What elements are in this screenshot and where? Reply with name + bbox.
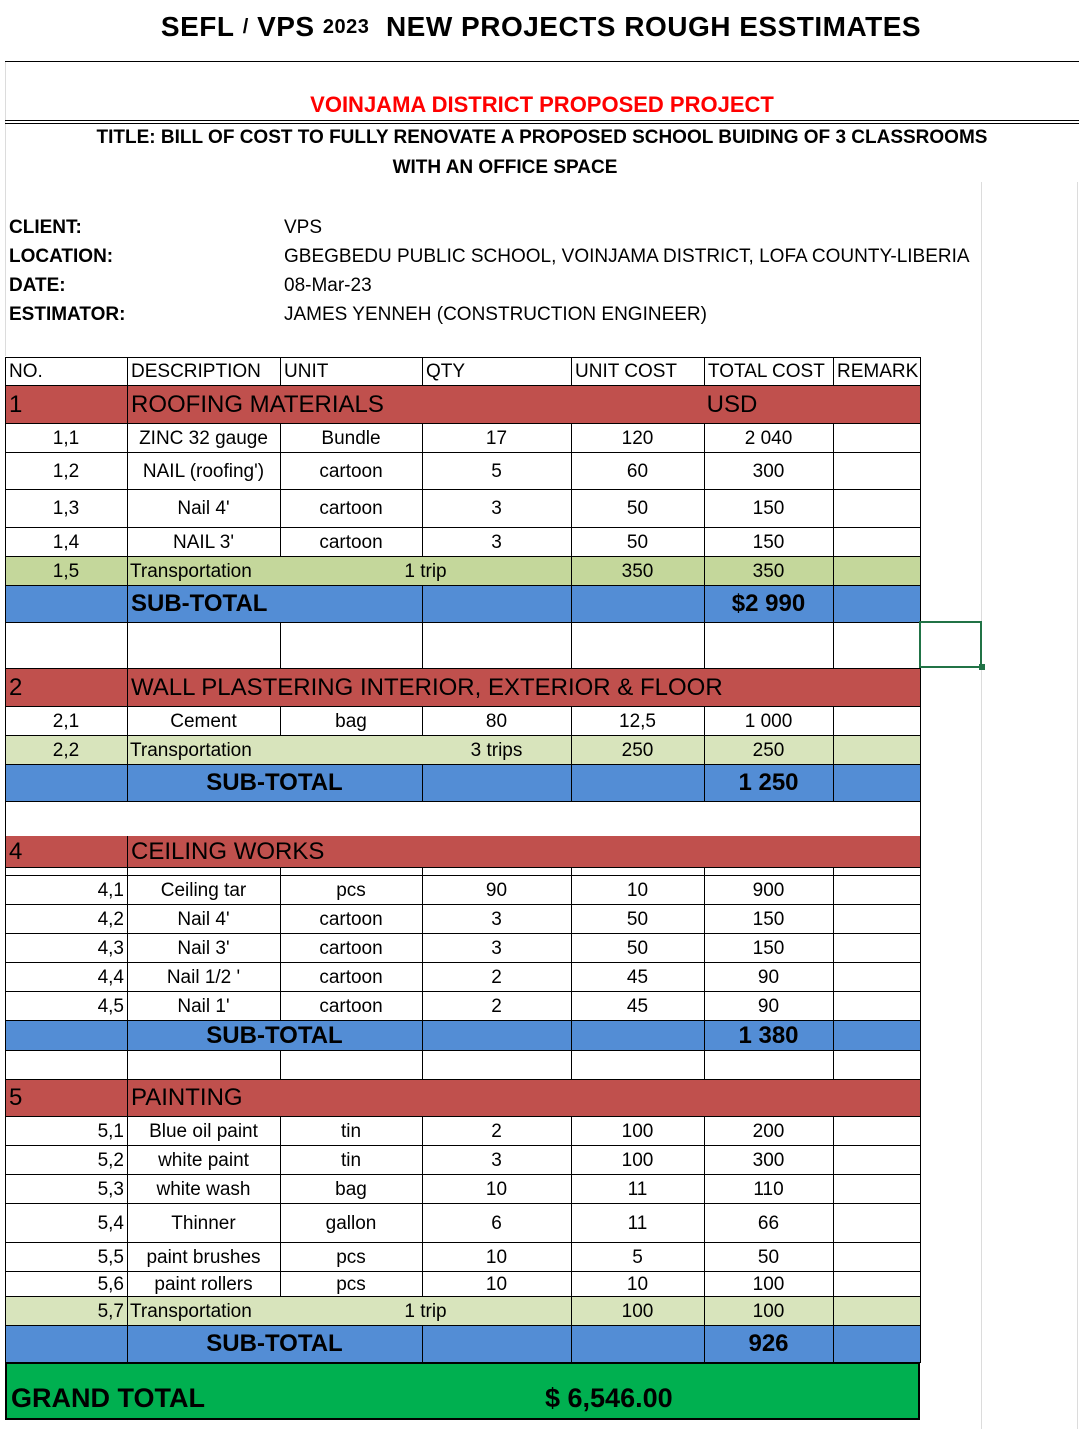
item-unit-cost: 100 xyxy=(621,1300,654,1322)
item-trips: 1 trip xyxy=(404,1300,447,1322)
selected-cell[interactable] xyxy=(919,621,982,668)
section-number: 5 xyxy=(9,1084,23,1111)
item-total: 50 xyxy=(757,1246,780,1268)
item-unit: bag xyxy=(335,1178,367,1200)
item-qty: 3 xyxy=(491,1149,502,1171)
table-border xyxy=(280,867,281,875)
item-qty: 5 xyxy=(491,460,502,482)
table-border xyxy=(833,1175,834,1203)
table-border xyxy=(5,765,6,801)
table-border xyxy=(5,802,6,836)
item-total: 350 xyxy=(752,560,785,582)
item-unit-cost: 50 xyxy=(626,937,649,959)
column-header-unit-cost: UNIT COST xyxy=(575,360,678,382)
item-total: 100 xyxy=(752,1273,785,1295)
table-border xyxy=(920,1204,921,1242)
item-unit: cartoon xyxy=(319,995,383,1017)
table-border xyxy=(920,1272,921,1296)
item-description: Ceiling tar xyxy=(160,879,247,901)
table-border xyxy=(920,836,921,867)
item-number: 5,3 xyxy=(97,1178,124,1200)
item-description: Transportation xyxy=(130,1300,252,1322)
table-border xyxy=(920,1051,921,1079)
item-qty: 10 xyxy=(485,1178,508,1200)
table-border xyxy=(833,707,834,735)
item-total: 2 040 xyxy=(744,427,793,449)
item-total: 900 xyxy=(752,879,785,901)
item-qty: 3 xyxy=(491,498,502,519)
item-unit-cost: 50 xyxy=(626,531,649,553)
table-border xyxy=(5,1051,6,1079)
item-unit-cost: 120 xyxy=(621,427,654,449)
client-label: CLIENT: xyxy=(9,216,82,238)
item-description: Nail 1/2 ' xyxy=(166,966,241,988)
subtotal-value: 926 xyxy=(748,1330,789,1357)
item-total: 300 xyxy=(752,1149,785,1171)
column-header-total-cost: TOTAL COST xyxy=(708,360,825,382)
table-border xyxy=(833,1326,834,1362)
item-unit: gallon xyxy=(325,1212,377,1234)
currency-label: USD xyxy=(706,390,758,418)
table-border xyxy=(833,1117,834,1145)
item-qty: 3 xyxy=(491,937,502,959)
table-border xyxy=(422,867,423,875)
section-title: WALL PLASTERING INTERIOR, EXTERIOR & FLOOR xyxy=(131,673,723,701)
table-border xyxy=(833,934,834,962)
item-total: 200 xyxy=(752,1120,785,1142)
item-qty: 10 xyxy=(485,1246,508,1268)
item-number: 5,2 xyxy=(97,1149,124,1171)
item-unit: cartoon xyxy=(319,966,383,988)
item-unit-cost: 50 xyxy=(626,908,649,930)
item-description: white wash xyxy=(156,1178,251,1200)
table-border xyxy=(920,1021,921,1050)
item-unit-cost: 100 xyxy=(621,1149,654,1171)
column-header-no: NO. xyxy=(9,360,43,382)
grand-total-label: GRAND TOTAL xyxy=(11,1383,205,1413)
subtotal-label: SUB-TOTAL xyxy=(206,1021,343,1049)
item-description: NAIL 3' xyxy=(172,531,234,553)
item-description: white paint xyxy=(158,1149,249,1171)
item-unit: pcs xyxy=(336,879,366,901)
table-border xyxy=(704,1051,705,1079)
item-unit: cartoon xyxy=(319,498,383,519)
table-border xyxy=(920,357,921,385)
item-number: 4,5 xyxy=(97,995,124,1017)
item-qty: 6 xyxy=(491,1212,502,1234)
item-number: 4,2 xyxy=(97,908,124,930)
item-description: Nail 3' xyxy=(177,937,230,959)
item-qty: 2 xyxy=(491,1120,502,1142)
item-trips: 3 trips xyxy=(470,739,523,761)
table-border xyxy=(920,1297,921,1325)
item-number: 1,1 xyxy=(52,427,80,449)
item-description: Nail 4' xyxy=(177,498,230,519)
subtotal-value: 1 380 xyxy=(738,1021,799,1049)
grand-total-value: $ 6,546.00 xyxy=(545,1383,673,1413)
subtotal-label: SUB-TOTAL xyxy=(206,769,343,796)
table-border xyxy=(422,1051,423,1079)
item-total: 150 xyxy=(752,531,785,553)
gridline xyxy=(1077,182,1078,1429)
item-total: 250 xyxy=(752,739,785,761)
table-border xyxy=(5,867,921,868)
table-border xyxy=(571,623,572,668)
table-border xyxy=(5,867,6,875)
item-unit: tin xyxy=(340,1149,362,1171)
item-unit: pcs xyxy=(336,1246,366,1268)
item-number: 1,4 xyxy=(52,531,80,553)
item-description: Nail 1' xyxy=(177,995,230,1017)
item-unit-cost: 10 xyxy=(626,1273,649,1295)
section-title: PAINTING xyxy=(131,1084,243,1111)
table-border xyxy=(920,992,921,1020)
item-number: 4,3 xyxy=(97,937,124,959)
table-border xyxy=(571,765,572,801)
item-description: NAIL (roofing') xyxy=(142,460,265,482)
table-border xyxy=(920,1326,921,1362)
item-description: paint brushes xyxy=(146,1246,261,1268)
column-header-qty: QTY xyxy=(426,360,466,382)
table-border xyxy=(5,1021,6,1050)
item-qty: 17 xyxy=(485,427,508,449)
item-total: 300 xyxy=(752,460,785,482)
section-title: CEILING WORKS xyxy=(131,837,325,865)
table-border xyxy=(920,386,921,423)
table-border xyxy=(833,453,834,489)
location-label: LOCATION: xyxy=(9,245,114,267)
table-border xyxy=(833,765,834,801)
item-unit-cost: 50 xyxy=(626,498,649,519)
grand-total-row xyxy=(5,1362,920,1420)
table-border xyxy=(920,963,921,991)
table-border xyxy=(920,707,921,735)
table-border xyxy=(920,905,921,933)
section-number: 1 xyxy=(9,390,23,418)
item-qty: 10 xyxy=(485,1273,508,1295)
table-border xyxy=(571,586,572,622)
table-border xyxy=(704,623,705,668)
table-border xyxy=(833,876,834,904)
table-border xyxy=(833,1272,834,1296)
item-number: 4,1 xyxy=(97,879,124,901)
table-border xyxy=(422,1326,423,1362)
gridline xyxy=(981,182,982,1429)
table-border xyxy=(920,1146,921,1174)
table-border xyxy=(920,490,921,527)
table-border xyxy=(920,1175,921,1203)
table-border xyxy=(833,736,834,764)
item-description: Blue oil paint xyxy=(149,1120,258,1142)
item-qty: 2 xyxy=(491,995,502,1017)
client-value: VPS xyxy=(284,216,323,238)
section-number: 2 xyxy=(9,673,23,701)
divider xyxy=(5,120,1079,121)
table-border xyxy=(833,1243,834,1271)
table-border xyxy=(5,623,6,668)
item-total: 150 xyxy=(752,908,785,930)
item-unit: pcs xyxy=(336,1273,366,1295)
table-border xyxy=(920,765,921,801)
table-border xyxy=(571,1021,572,1050)
item-description: Transportation xyxy=(130,560,252,582)
item-unit-cost: 100 xyxy=(621,1120,654,1142)
subtotal-label: SUB-TOTAL xyxy=(206,1330,343,1357)
table-border xyxy=(833,963,834,991)
table-border xyxy=(127,867,128,875)
item-unit: cartoon xyxy=(319,460,383,482)
table-border xyxy=(920,424,921,452)
section-number: 4 xyxy=(9,837,23,865)
table-border xyxy=(920,453,921,489)
item-number: 5,5 xyxy=(97,1246,124,1268)
table-border xyxy=(920,669,921,706)
table-border xyxy=(5,801,921,802)
item-number: 5,4 xyxy=(97,1212,124,1234)
table-border xyxy=(5,1326,6,1362)
table-border xyxy=(5,586,6,622)
item-unit: Bundle xyxy=(321,427,381,449)
item-description: Transportation xyxy=(130,739,252,761)
table-border xyxy=(833,1051,834,1079)
table-border xyxy=(833,557,834,585)
item-unit-cost: 11 xyxy=(627,1178,648,1200)
table-border xyxy=(920,934,921,962)
item-total: 66 xyxy=(757,1212,780,1234)
table-border xyxy=(833,1146,834,1174)
item-number: 5,1 xyxy=(97,1120,124,1142)
table-border xyxy=(833,586,834,622)
item-description: Cement xyxy=(170,710,237,732)
table-border xyxy=(833,992,834,1020)
item-unit-cost: 60 xyxy=(626,460,649,482)
item-qty: 3 xyxy=(491,531,502,553)
table-border xyxy=(280,1051,281,1079)
item-number: 4,4 xyxy=(97,966,124,988)
item-unit: cartoon xyxy=(319,937,383,959)
table-border xyxy=(422,586,423,622)
estimator-value: JAMES YENNEH (CONSTRUCTION ENGINEER) xyxy=(284,303,707,325)
table-border xyxy=(704,867,705,875)
item-number: 5,6 xyxy=(97,1273,124,1295)
subtotal-value: 1 250 xyxy=(738,769,799,796)
item-description: paint rollers xyxy=(154,1273,253,1295)
item-unit-cost: 11 xyxy=(627,1212,648,1234)
table-border xyxy=(920,528,921,556)
document-title-line1: TITLE: BILL OF COST TO FULLY RENOVATE A PROPOSED SCHOOL BUIDING OF 3 CLASSROOMS xyxy=(96,127,988,148)
table-border xyxy=(920,1243,921,1271)
table-border xyxy=(833,1297,834,1325)
column-header-description: DESCRIPTION xyxy=(131,360,261,382)
item-qty: 3 xyxy=(491,908,502,930)
subtotal-label: SUB-TOTAL xyxy=(131,590,268,617)
table-border xyxy=(920,586,921,622)
item-unit-cost: 5 xyxy=(632,1246,643,1268)
item-trips: 1 trip xyxy=(404,560,447,582)
date-value: 08-Mar-23 xyxy=(284,274,372,296)
item-qty: 80 xyxy=(485,710,508,732)
table-border xyxy=(833,1204,834,1242)
table-border xyxy=(920,1080,921,1116)
item-unit: cartoon xyxy=(319,531,383,553)
item-unit-cost: 350 xyxy=(621,560,654,582)
table-border xyxy=(571,1326,572,1362)
divider xyxy=(5,61,1079,62)
item-number: 1,3 xyxy=(52,498,80,519)
table-border xyxy=(280,623,281,668)
table-border xyxy=(833,623,834,668)
item-total: 150 xyxy=(752,498,785,519)
table-border xyxy=(422,623,423,668)
table-border xyxy=(571,1051,572,1079)
page-title: SEFL / VPS 2023 NEW PROJECTS ROUGH ESSTIMATES xyxy=(160,11,922,42)
item-unit-cost: 45 xyxy=(626,995,649,1017)
column-header-remark: REMARK xyxy=(837,360,919,382)
table-border xyxy=(920,736,921,764)
item-description: Nail 4' xyxy=(177,908,230,930)
item-description: ZINC 32 gauge xyxy=(139,427,268,449)
table-border xyxy=(920,1117,921,1145)
table-border xyxy=(5,622,921,623)
item-qty: 2 xyxy=(491,966,502,988)
table-border xyxy=(5,1050,921,1051)
item-number: 2,1 xyxy=(52,710,80,732)
item-unit-cost: 12,5 xyxy=(619,710,656,732)
table-border xyxy=(833,528,834,556)
table-border xyxy=(920,876,921,904)
fill-handle[interactable] xyxy=(979,664,985,670)
item-number: 1,2 xyxy=(52,460,80,482)
table-border xyxy=(920,867,921,875)
item-unit: cartoon xyxy=(319,908,383,930)
item-total: 1 000 xyxy=(744,710,793,732)
section-title: ROOFING MATERIALS xyxy=(131,390,384,418)
item-description: Thinner xyxy=(171,1212,236,1234)
item-unit-cost: 45 xyxy=(626,966,649,988)
item-unit-cost: 10 xyxy=(626,879,649,901)
item-total: 90 xyxy=(757,995,780,1017)
table-border xyxy=(833,1021,834,1050)
item-total: 110 xyxy=(753,1178,784,1200)
column-header-unit: UNIT xyxy=(284,360,329,382)
document-title-line2: WITH AN OFFICE SPACE xyxy=(392,157,618,178)
table-border xyxy=(571,867,572,875)
date-label: DATE: xyxy=(9,274,66,296)
estimator-label: ESTIMATOR: xyxy=(9,303,126,325)
item-qty: 90 xyxy=(485,879,508,901)
item-total: 90 xyxy=(757,966,780,988)
table-border xyxy=(422,765,423,801)
item-unit: bag xyxy=(335,710,367,732)
table-border xyxy=(422,1021,423,1050)
table-border xyxy=(833,424,834,452)
table-border xyxy=(833,490,834,527)
item-unit-cost: 250 xyxy=(621,739,654,761)
district-heading: VOINJAMA DISTRICT PROPOSED PROJECT xyxy=(310,92,774,117)
table-border xyxy=(127,1051,128,1079)
table-border xyxy=(833,905,834,933)
item-total: 150 xyxy=(752,937,785,959)
subtotal-value: $2 990 xyxy=(731,590,806,617)
table-border xyxy=(833,867,834,875)
item-unit: tin xyxy=(340,1120,362,1142)
table-border xyxy=(127,623,128,668)
location-value: GBEGBEDU PUBLIC SCHOOL, VOINJAMA DISTRICT, LOFA COUNTY-LIBERIA xyxy=(284,245,970,267)
table-border xyxy=(920,557,921,585)
item-number: 2,2 xyxy=(52,739,80,761)
item-number: 5,7 xyxy=(97,1300,124,1322)
table-border xyxy=(920,802,921,836)
item-total: 100 xyxy=(752,1300,785,1322)
item-number: 1,5 xyxy=(52,560,80,582)
